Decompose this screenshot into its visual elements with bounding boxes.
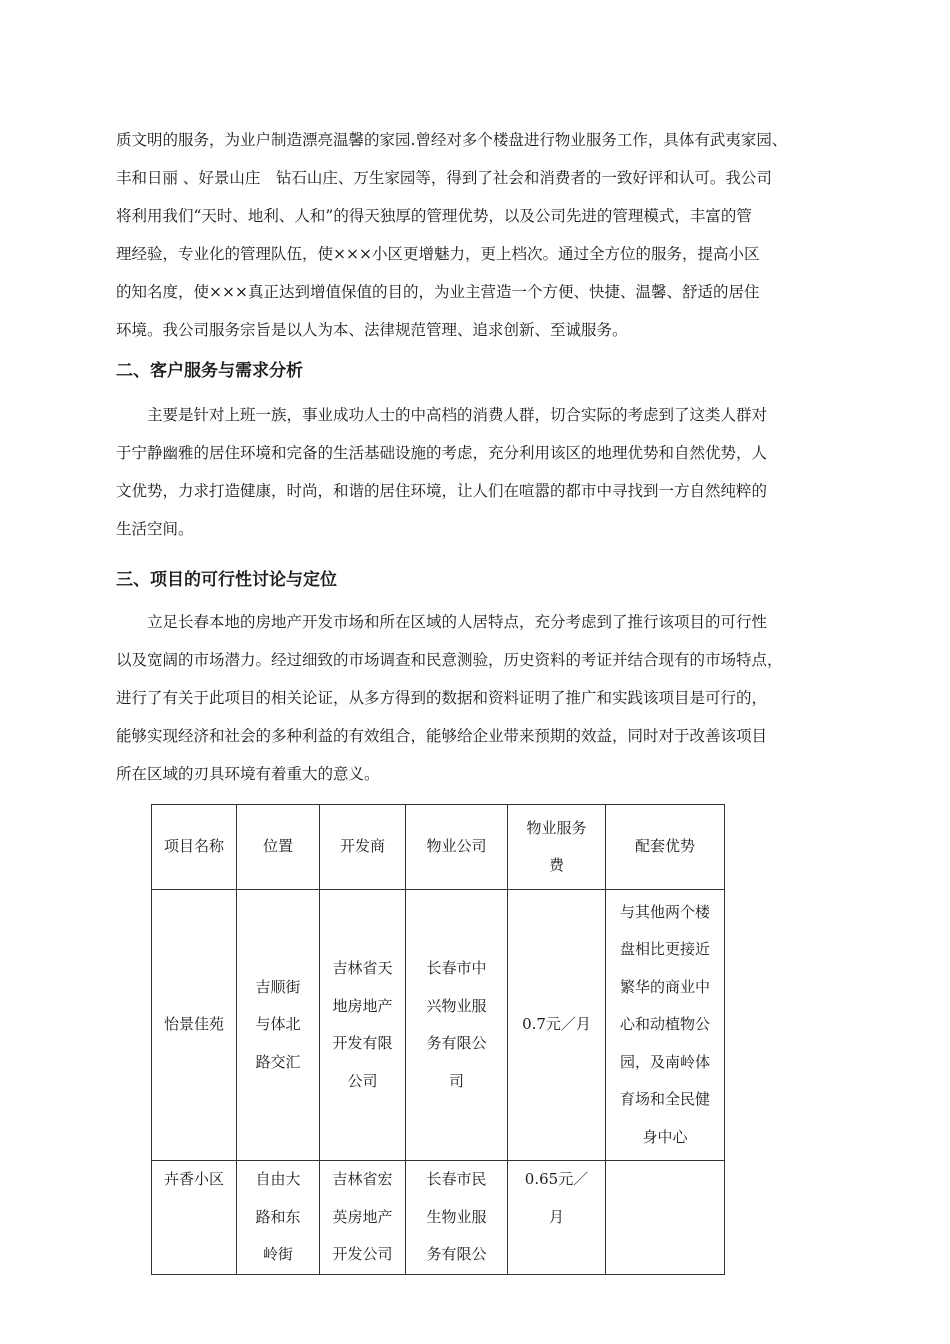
cell-text: [237, 969, 319, 1082]
header-label: 物业公司: [426, 837, 487, 856]
text-line: 进行了有关于此项目的相关论证，从多方得到的数据和资料证明了推广和实践该项目是可行的，: [116, 689, 768, 707]
text-line: 文优势，力求打造健康，时尚，和谐的居住环境，让人们在喧嚣的都市中寻找到一方自然纯粹的: [116, 482, 768, 500]
cell-line: 费: [548, 856, 564, 874]
cell-text: [406, 950, 507, 1100]
cell-text: [320, 1161, 405, 1274]
header-label: 位置: [262, 837, 293, 856]
header-label: 配套优势: [634, 837, 695, 856]
text-line: 丰和日丽 、好景山庄 钻石山庄、万生家园等，得到了社会和消费者的一致好评和认可。我公司: [116, 169, 772, 187]
text-line: 将利用我们“天时、地利、人和”的得天独厚的管理优势，以及公司先进的管理模式，丰富的管: [116, 207, 752, 225]
section-heading-customer-service: 二、客户服务与需求分析: [116, 361, 303, 381]
project-comparison-table: [151, 804, 725, 1275]
cell-text: [508, 1006, 605, 1044]
header-cell-property-company: [406, 805, 508, 890]
cell-text: [320, 950, 405, 1100]
cell-line: 盘相比更接近: [619, 940, 710, 959]
cell-developer: [320, 890, 406, 1161]
cell-text: [152, 1161, 236, 1199]
cell-line: 兴物业服: [426, 996, 487, 1015]
cell-text: [406, 1161, 507, 1274]
cell-line: 吉林省天: [332, 959, 393, 977]
cell-line: 路交汇: [255, 1052, 301, 1071]
table-row: [152, 890, 725, 1161]
customer-service-paragraph: [116, 396, 836, 548]
text-line: 的知名度，使×××真正达到增值保值的目的，为业主营造一个方便、快捷、温馨、舒适的居住: [116, 283, 760, 301]
cell-line: 月: [548, 1207, 564, 1226]
cell-line: 卉香小区: [163, 1170, 224, 1188]
header-cell-developer: [320, 805, 406, 890]
cell-line: 与体北: [255, 1015, 301, 1034]
text-line: 主要是针对上班一族，事业成功人士的中高档的消费人群，切合实际的考虑到了这类人群对: [116, 406, 768, 424]
cell-line: 长春市民: [426, 1170, 487, 1188]
cell-line: 吉顺街: [255, 977, 301, 996]
cell-advantages: [606, 890, 725, 1161]
cell-line: 务有限公: [426, 1245, 487, 1263]
feasibility-paragraph: [116, 603, 836, 793]
header-label: 开发商: [339, 837, 385, 856]
text-line: 能够实现经济和社会的多种利益的有效组合，能够给企业带来预期的效益，同时对于改善该项目: [116, 727, 768, 745]
text-line: 质文明的服务，为业户制造漂亮温馨的家园.曾经对多个楼盘进行物业服务工作，具体有武夷家园、: [116, 131, 788, 149]
cell-project-name: [152, 890, 237, 1161]
cell-line: 生物业服: [426, 1207, 487, 1226]
section-heading-feasibility: 三、项目的可行性讨论与定位: [116, 570, 337, 590]
cell-advantages: [606, 1161, 725, 1275]
table-header-row: [152, 805, 725, 890]
cell-line: 务有限公: [426, 1034, 487, 1052]
cell-line: 长春市中: [426, 959, 487, 977]
text-line: 以及宽阔的市场潜力。经过细致的市场调查和民意测验，历史资料的考证并结合现有的市场特点，: [116, 651, 783, 669]
cell-project-name: [152, 1161, 237, 1275]
cell-line: 开发公司: [332, 1245, 393, 1263]
header-cell-project-name: [152, 805, 237, 890]
text-line: 生活空间。: [116, 520, 194, 538]
cell-property-company: [406, 1161, 508, 1275]
cell-line: 地房地产: [332, 996, 393, 1015]
header-cell-service-fee: [508, 805, 606, 890]
cell-line: 岭街: [262, 1245, 293, 1263]
cell-line: 路和东: [255, 1207, 301, 1226]
cell-line: 自由大: [255, 1170, 301, 1188]
cell-line: 园，及南岭体: [619, 1052, 710, 1071]
cell-line: 身中心: [642, 1127, 688, 1146]
cell-developer: [320, 1161, 406, 1275]
text-line: 立足长春本地的房地产开发市场和所在区域的人居特点，充分考虑到了推行该项目的可行性: [116, 613, 768, 631]
cell-line: 司: [448, 1071, 464, 1090]
cell-line: 吉林省宏: [332, 1170, 393, 1188]
cell-text: [237, 1161, 319, 1274]
header-cell-advantages: [606, 805, 725, 890]
cell-line: 0.65元／: [524, 1170, 589, 1188]
cell-text: [152, 1006, 236, 1044]
intro-paragraph: [116, 121, 836, 349]
text-line: 环境。我公司服务宗旨是以人为本、法律规范管理、追求创新、至诚服务。: [116, 321, 628, 339]
text-line: 于宁静幽雅的居住环境和完备的生活基础设施的考虑，充分利用该区的地理优势和自然优势，人: [116, 444, 768, 462]
cell-service-fee: [508, 1161, 606, 1275]
cell-line: 0.7元／月: [522, 1015, 591, 1034]
cell-line: 繁华的商业中: [619, 977, 710, 996]
cell-line: 公司: [347, 1071, 378, 1090]
header-label: [508, 810, 605, 885]
cell-property-company: [406, 890, 508, 1161]
cell-text: [606, 894, 724, 1157]
cell-line: 心和动植物公: [619, 1015, 710, 1034]
header-label: 项目名称: [163, 837, 224, 856]
text-line: 理经验，专业化的管理队伍，使×××小区更增魅力，更上档次。通过全方位的服务，提高小区: [116, 245, 760, 263]
cell-line: 与其他两个楼: [619, 902, 710, 921]
cell-line: 物业服务: [526, 818, 587, 837]
table-row: [152, 1161, 725, 1275]
cell-line: 育场和全民健: [619, 1090, 710, 1109]
cell-line: 开发有限: [332, 1034, 393, 1052]
cell-location: [237, 1161, 320, 1275]
header-cell-location: [237, 805, 320, 890]
cell-location: [237, 890, 320, 1161]
cell-line: 怡景佳苑: [163, 1015, 224, 1034]
cell-text: [508, 1161, 605, 1236]
text-line: 所在区域的刃具环境有着重大的意义。: [116, 765, 380, 783]
cell-line: 英房地产: [332, 1207, 393, 1226]
cell-service-fee: [508, 890, 606, 1161]
